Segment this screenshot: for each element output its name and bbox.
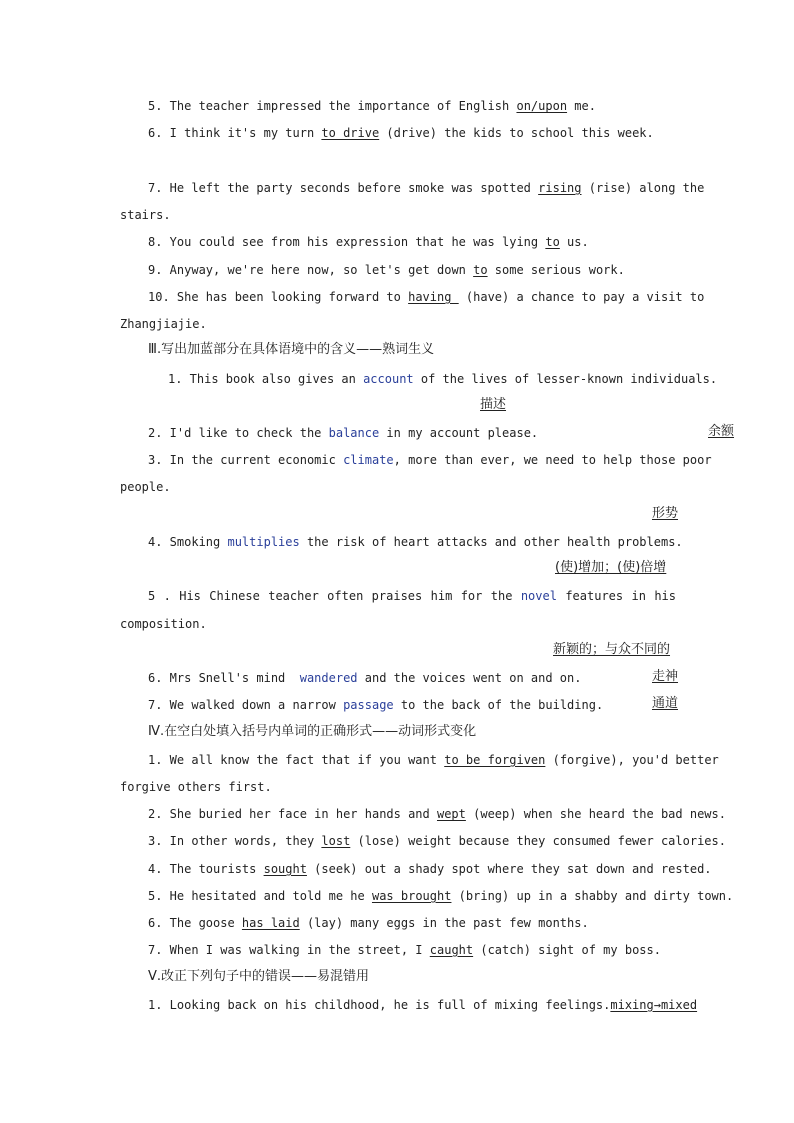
q-text: (seek) out a shady spot where they sat down and rested. bbox=[306, 862, 712, 876]
q-text: me. bbox=[567, 99, 596, 113]
q-text: 4. The tourists bbox=[148, 862, 264, 876]
s3-q5-answer: 新颖的；与众不同的 bbox=[553, 642, 671, 657]
s2-q6 bbox=[148, 125, 654, 141]
s3-q5 bbox=[148, 588, 676, 604]
q-text: of the lives of lesser-known individuals. bbox=[413, 372, 718, 386]
s3-q5-cont: composition. bbox=[120, 617, 207, 631]
answer: to bbox=[473, 263, 488, 277]
s4-q5 bbox=[148, 888, 733, 904]
q-text: , more than ever, we need to help those poor bbox=[393, 453, 712, 467]
s2-q8 bbox=[148, 234, 589, 250]
q-text: us. bbox=[559, 235, 589, 249]
q-text: and the voices went on and on. bbox=[357, 671, 582, 685]
blue-word: wandered bbox=[299, 671, 358, 685]
s2-q10-cont: Zhangjiajie. bbox=[120, 317, 207, 331]
q-text: 1. We all know the fact that if you want bbox=[148, 753, 445, 767]
q-text: 5. He hesitated and told me he bbox=[148, 889, 372, 903]
s4-q4 bbox=[148, 861, 712, 877]
q-text: the risk of heart attacks and other health problems. bbox=[299, 535, 683, 549]
s3-q6-answer: 走神 bbox=[652, 669, 679, 684]
section-5-title: Ⅴ.改正下列句子中的错误——易混错用 bbox=[148, 969, 370, 984]
q-text: features in his bbox=[556, 589, 677, 603]
q-text: The teacher impressed the importance of English bbox=[162, 99, 517, 113]
q-text: He left the party seconds before smoke was spotted bbox=[162, 181, 539, 195]
s3-q7-answer: 通道 bbox=[652, 696, 679, 711]
blue-word: balance bbox=[328, 426, 380, 440]
s4-q6 bbox=[148, 915, 589, 931]
q-number: 8. bbox=[148, 235, 163, 249]
answer: to drive bbox=[321, 126, 380, 140]
blue-word: account bbox=[363, 372, 414, 386]
blue-word: passage bbox=[343, 698, 394, 712]
s3-q3-answer: 形势 bbox=[652, 506, 679, 521]
q-text: 5 . His Chinese teacher often praises him for the bbox=[148, 589, 521, 603]
s2-q7-cont: stairs. bbox=[120, 208, 171, 222]
q-text: 1. Looking back on his childhood, he is full of mixing feelings. bbox=[148, 998, 611, 1012]
q-text: (catch) sight of my boss. bbox=[473, 943, 661, 957]
q-text: (lay) many eggs in the past few months. bbox=[299, 916, 589, 930]
s3-q2 bbox=[148, 425, 538, 441]
q-number: 10. bbox=[148, 290, 170, 304]
q-number: 9. bbox=[148, 263, 163, 277]
s2-q7 bbox=[148, 180, 705, 196]
q-number: 6. bbox=[148, 126, 163, 140]
s3-q4-answer: (使)增加；(使)倍增 bbox=[555, 560, 667, 575]
q-text: in my account please. bbox=[379, 426, 539, 440]
q-text: 6. The goose bbox=[148, 916, 242, 930]
q-text: (forgive), you'd better bbox=[545, 753, 719, 767]
s3-q1-answer: 描述 bbox=[480, 397, 507, 412]
q-text: 1. This book also gives an bbox=[168, 372, 364, 386]
q-text: some serious work. bbox=[487, 263, 625, 277]
section-3-title: Ⅲ.写出加蓝部分在具体语境中的含义——熟词生义 bbox=[148, 342, 435, 357]
q-text: 3. In the current economic bbox=[148, 453, 344, 467]
q-text: You could see from his expression that he was lying bbox=[162, 235, 546, 249]
s2-q5 bbox=[148, 98, 596, 114]
answer: caught bbox=[429, 943, 474, 957]
blue-word: climate bbox=[343, 453, 394, 467]
answer: on/upon bbox=[516, 99, 568, 113]
answer: rising bbox=[538, 181, 582, 195]
answer: to bbox=[545, 235, 560, 249]
q-text: Anyway, we're here now, so let's get down bbox=[162, 263, 474, 277]
answer: mixing→mixed bbox=[610, 998, 698, 1012]
blue-word: multiplies bbox=[227, 535, 300, 549]
q-text: to the back of the building. bbox=[393, 698, 604, 712]
s4-q7 bbox=[148, 942, 661, 958]
s3-q3-cont: people. bbox=[120, 480, 171, 494]
q-text: (lose) weight because they consumed fewer calories. bbox=[350, 834, 726, 848]
s2-q9 bbox=[148, 262, 625, 278]
s3-q4 bbox=[148, 534, 683, 550]
s3-q1 bbox=[168, 371, 717, 387]
q-text: She has been looking forward to bbox=[169, 290, 409, 304]
s3-q3 bbox=[148, 452, 712, 468]
s4-q3 bbox=[148, 833, 726, 849]
q-text: (weep) when she heard the bad news. bbox=[465, 807, 726, 821]
q-text: 2. She buried her face in her hands and bbox=[148, 807, 437, 821]
q-text: (bring) up in a shabby and dirty town. bbox=[451, 889, 734, 903]
blue-word: novel bbox=[520, 589, 557, 603]
q-text: I think it's my turn bbox=[162, 126, 322, 140]
s3-q7 bbox=[148, 697, 603, 713]
s4-q2 bbox=[148, 806, 726, 822]
q-text: (rise) along the bbox=[581, 181, 705, 195]
section-4-title: Ⅳ.在空白处填入括号内单词的正确形式——动词形式变化 bbox=[148, 724, 477, 739]
q-number: 7. bbox=[148, 181, 163, 195]
q-text: (have) a chance to pay a visit to bbox=[458, 290, 705, 304]
answer: to be forgiven bbox=[444, 753, 546, 767]
q-text: 2. I'd like to check the bbox=[148, 426, 329, 440]
answer: was brought bbox=[371, 889, 452, 903]
q-text: 4. Smoking bbox=[148, 535, 228, 549]
s2-q10 bbox=[148, 289, 705, 305]
q-text: 6. Mrs Snell's mind bbox=[148, 671, 300, 685]
s3-q2-answer: 余额 bbox=[708, 424, 735, 439]
s5-q1 bbox=[148, 997, 697, 1013]
q-text: 7. When I was walking in the street, I bbox=[148, 943, 430, 957]
q-text: (drive) the kids to school this week. bbox=[379, 126, 654, 140]
answer: wept bbox=[436, 807, 466, 821]
q-text: 3. In other words, they bbox=[148, 834, 322, 848]
s4-q1 bbox=[148, 752, 719, 768]
answer: lost bbox=[321, 834, 351, 848]
s4-q1-cont: forgive others first. bbox=[120, 780, 272, 794]
q-number: 5. bbox=[148, 99, 163, 113]
answer: having bbox=[408, 290, 459, 304]
q-text: 7. We walked down a narrow bbox=[148, 698, 344, 712]
s3-q6 bbox=[148, 670, 581, 686]
answer: has laid bbox=[241, 916, 300, 930]
answer: sought bbox=[263, 862, 307, 876]
